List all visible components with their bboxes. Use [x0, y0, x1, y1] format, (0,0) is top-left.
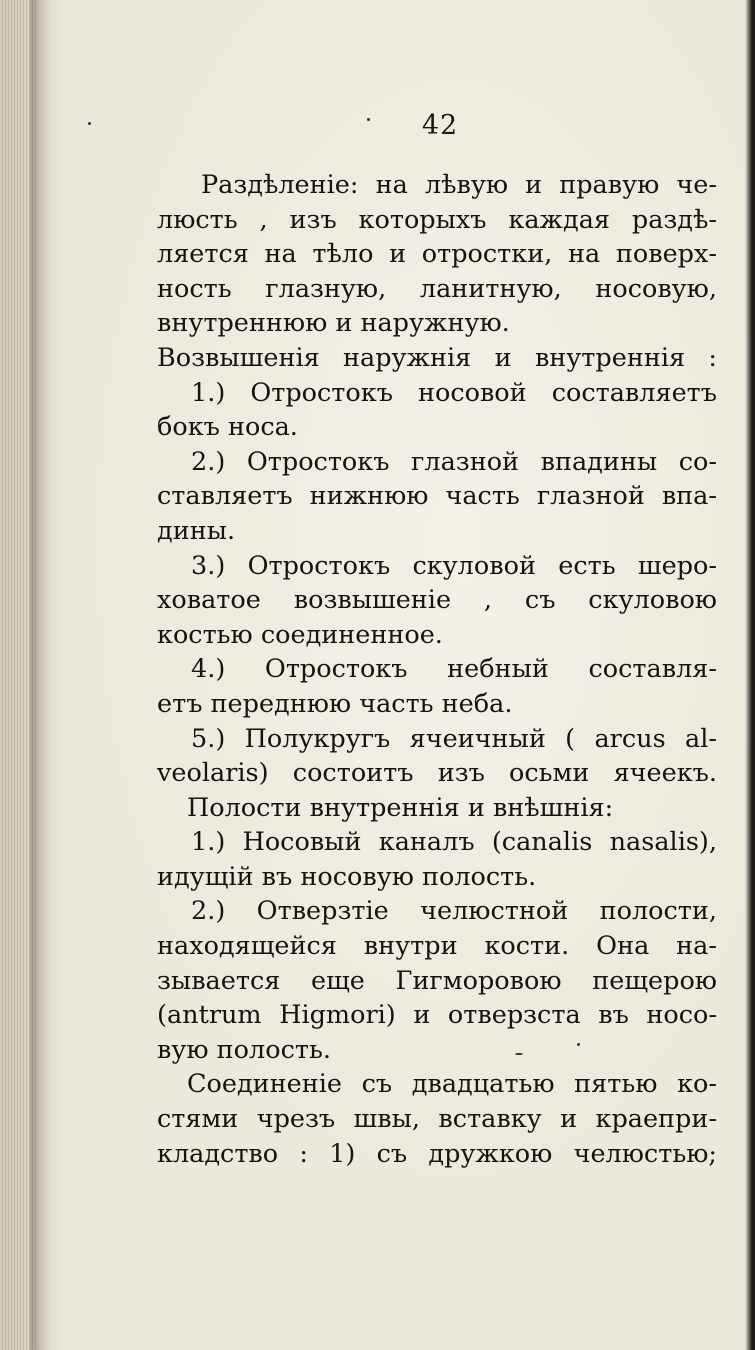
text-line: Соединеніе съ двадцатью пятью ко-: [187, 1069, 717, 1100]
text-line: (antrum Higmori) и отверзста въ носо-: [157, 1000, 717, 1031]
text-line: дины.: [157, 515, 236, 546]
text-line: ховатое возвышеніе , съ скуловою: [157, 585, 717, 616]
paper-speck: [577, 1043, 580, 1046]
text-line: 3.) Отростокъ скуловой есть шеро-: [191, 550, 717, 581]
paper-speck: [88, 122, 91, 125]
text-line: ляется на тѣло и отростки, на поверх-: [157, 239, 717, 270]
text-line: находящейся внутри кости. Она на-: [157, 931, 717, 962]
text-line: внутреннюю и наружную.: [157, 308, 510, 339]
text-line: 4.) Отростокъ небный составля-: [191, 654, 717, 685]
text-line: ставляетъ нижнюю часть глазной впа-: [157, 481, 717, 512]
text-line: костью соединенное.: [157, 619, 443, 650]
binding-shadow: [745, 0, 755, 1350]
text-line: ность глазную, ланитную, носовую,: [157, 273, 717, 304]
text-line: 5.) Полукругъ ячеичный ( arcus al-: [191, 723, 717, 754]
text-line: стями чрезъ швы, вставку и краепри-: [157, 1104, 717, 1135]
text-line: етъ переднюю часть неба.: [157, 688, 513, 719]
text-line: 1.) Носовый каналъ (canalis nasalis),: [191, 827, 717, 858]
page-edge-shadow: [30, 0, 52, 1350]
text-line: Возвышенія наружнія и внутреннія :: [157, 342, 717, 373]
text-line: зывается еще Гигморовою пещерою: [157, 965, 717, 996]
text-line: вую полость.: [157, 1034, 331, 1065]
text-line: кладство : 1) съ дружкою челюстью;: [157, 1138, 717, 1169]
text-line: идущій въ носовую полость.: [157, 861, 537, 892]
text-line: 2.) Отростокъ глазной впадины со-: [191, 446, 717, 477]
text-line: Раздѣленіе: на лѣвую и правую че-: [201, 170, 717, 200]
paper-speck: [515, 1053, 523, 1055]
text-line: veolaris) состоитъ изъ осьми ячеекъ.: [157, 758, 717, 789]
text-line: бокъ носа.: [157, 412, 298, 443]
paper-speck: [367, 118, 370, 121]
page-number: 42: [421, 110, 459, 141]
body-text: [157, 168, 717, 1171]
text-line: Полости внутреннія и внѣшнія:: [187, 792, 614, 823]
text-line: 2.) Отверзтіе челюстной полости,: [191, 896, 717, 927]
text-line: люсть , изъ которыхъ каждая раздѣ-: [157, 204, 717, 235]
text-line: 1.) Отростокъ носовой составляетъ: [191, 377, 717, 408]
